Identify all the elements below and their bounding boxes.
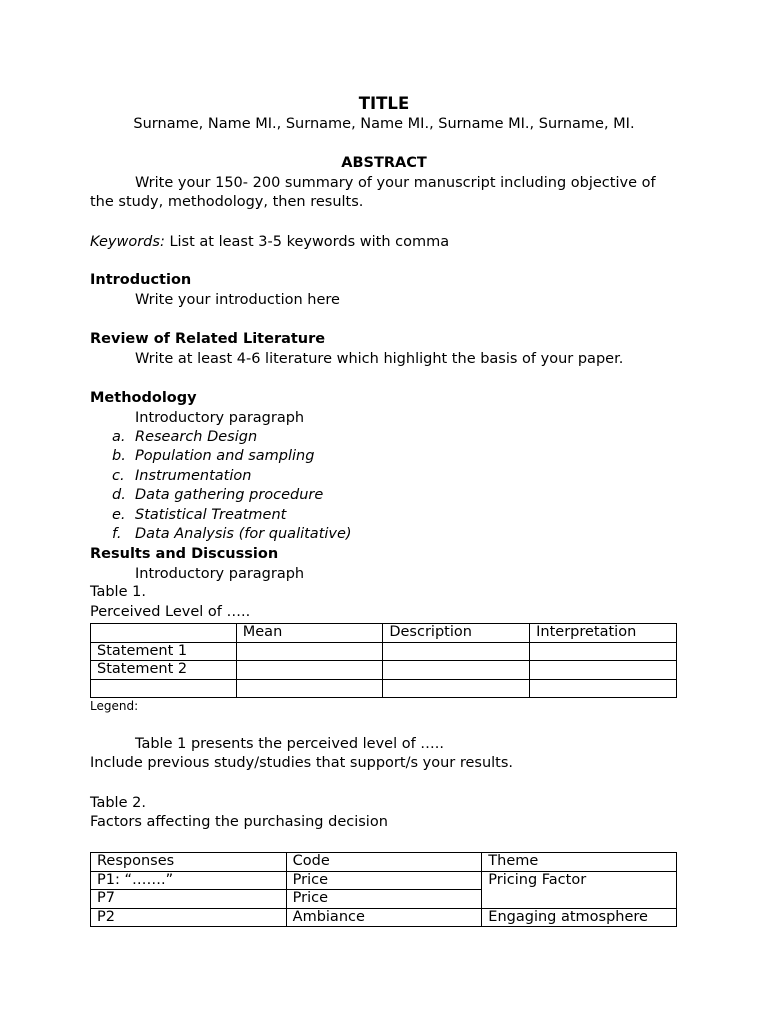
keywords-line [90, 233, 449, 252]
table1-caption: Perceived Level of ….. [90, 604, 251, 620]
table-cell [530, 642, 677, 661]
table-header-cell: Mean [236, 624, 383, 643]
method-item-marker: a. [112, 429, 126, 445]
rrl-heading: Review of Related Literature [90, 331, 326, 347]
table-header-cell: Theme [482, 853, 677, 872]
response-cell: P7 [91, 890, 287, 909]
table-cell [236, 642, 383, 661]
table-1 [90, 623, 677, 698]
rrl-text: Write at least 4-6 literature which highlight the basis of your paper. [135, 351, 624, 367]
method-item-marker: f. [112, 526, 122, 542]
abstract-line-1: Write your 150- 200 summary of your manuscript including objective of [135, 175, 656, 191]
table-cell [383, 679, 530, 698]
response-cell: P1: “…….” [91, 871, 287, 890]
abstract-line-2: the study, methodology, then results. [90, 194, 364, 210]
method-item-text: Population and sampling [135, 448, 315, 464]
table-cell [530, 661, 677, 680]
table-row [91, 908, 677, 927]
table-2 [90, 852, 677, 927]
results-paragraph-2: Include previous study/studies that support/s your results. [90, 755, 514, 771]
keywords-label: Keywords: [90, 234, 165, 250]
code-cell: Ambiance [286, 908, 482, 927]
results-paragraph-1: Table 1 presents the perceived level of ….. [135, 736, 445, 752]
keywords-text: List at least 3-5 keywords with comma [164, 234, 450, 250]
table-cell [530, 679, 677, 698]
table-header-row [91, 624, 677, 643]
table-header-cell: Code [286, 853, 482, 872]
methodology-intro: Introductory paragraph [135, 410, 305, 426]
table2-label: Table 2. [90, 795, 146, 811]
table1-label: Table 1. [90, 584, 146, 600]
code-cell: Price [286, 890, 482, 909]
theme-cell: Engaging atmosphere [482, 908, 677, 927]
table-row [91, 871, 677, 890]
table-cell [236, 679, 383, 698]
results-intro: Introductory paragraph [135, 566, 305, 582]
table-header-row [91, 853, 677, 872]
paper-title: TITLE [358, 94, 410, 113]
response-cell: P2 [91, 908, 287, 927]
table-header-cell: Interpretation [530, 624, 677, 643]
table-cell: Statement 2 [91, 661, 237, 680]
introduction-text: Write your introduction here [135, 292, 340, 308]
table2-caption: Factors affecting the purchasing decision [90, 814, 388, 830]
table-row [91, 661, 677, 680]
table-row [91, 642, 677, 661]
code-cell: Price [286, 871, 482, 890]
table-header-cell [91, 624, 237, 643]
introduction-heading: Introduction [90, 272, 192, 288]
method-item-text: Instrumentation [135, 468, 252, 484]
method-item-text: Data gathering procedure [135, 487, 324, 503]
table-header-cell: Description [383, 624, 530, 643]
author-list: Surname, Name MI., Surname, Name MI., Surname MI., Surname, MI. [133, 116, 635, 132]
method-item-marker: c. [112, 468, 125, 484]
method-item-marker: d. [112, 487, 126, 503]
method-item-marker: b. [112, 448, 126, 464]
table-cell [91, 679, 237, 698]
table-cell [236, 661, 383, 680]
abstract-heading: ABSTRACT [341, 155, 427, 171]
method-item-marker: e. [112, 507, 126, 523]
table-header-cell: Responses [91, 853, 287, 872]
table-cell [383, 661, 530, 680]
methodology-heading: Methodology [90, 390, 197, 406]
method-item-text: Research Design [135, 429, 258, 445]
method-item-text: Statistical Treatment [135, 507, 287, 523]
table1-legend: Legend: [90, 699, 139, 713]
table-cell: Statement 1 [91, 642, 237, 661]
results-heading: Results and Discussion [90, 546, 279, 562]
table-cell [383, 642, 530, 661]
table-row [91, 679, 677, 698]
theme-cell: Pricing Factor [482, 871, 677, 908]
method-item-text: Data Analysis (for qualitative) [135, 526, 352, 542]
